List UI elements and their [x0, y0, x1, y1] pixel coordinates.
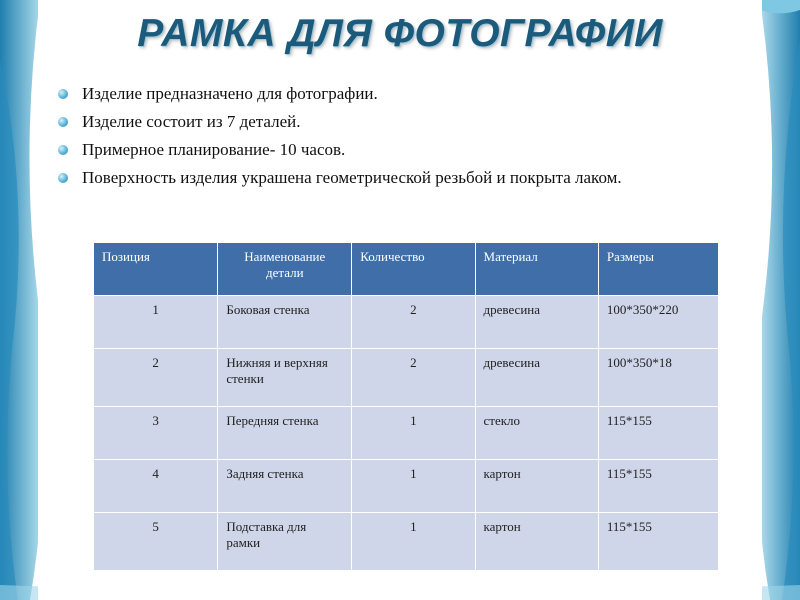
cell-position: 1: [94, 296, 218, 349]
cell-position: 5: [94, 513, 218, 571]
round-bullet-icon: [58, 145, 68, 155]
cell-dimensions: 115*155: [598, 513, 718, 571]
slide: [38, 0, 762, 600]
cell-dimensions: 115*155: [598, 460, 718, 513]
table-row: [94, 296, 719, 349]
cell-position: 4: [94, 460, 218, 513]
header-material: Материал: [475, 243, 598, 296]
bullet-list: [54, 80, 622, 192]
cell-material: картон: [475, 513, 598, 571]
cell-dimensions: 100*350*220: [598, 296, 718, 349]
cell-part-name: Подставка для рамки: [218, 513, 352, 571]
round-bullet-icon: [58, 173, 68, 183]
parts-table: [93, 242, 719, 571]
cell-part-name: Боковая стенка: [218, 296, 352, 349]
header-position: Позиция: [94, 243, 218, 296]
cell-material: древесина: [475, 296, 598, 349]
slide-title: РАМКА ДЛЯ ФОТОГРАФИИ: [137, 12, 663, 55]
cell-part-name: Нижняя и верхняя стенки: [218, 349, 352, 407]
bullet-item: Примерное планирование- 10 часов.: [54, 136, 622, 164]
round-bullet-icon: [58, 117, 68, 127]
table-row: [94, 460, 719, 513]
table-row: [94, 407, 719, 460]
cell-quantity: 2: [352, 296, 475, 349]
round-bullet-icon: [58, 89, 68, 99]
cell-position: 2: [94, 349, 218, 407]
cell-material: древесина: [475, 349, 598, 407]
cell-part-name: Задняя стенка: [218, 460, 352, 513]
cell-quantity: 2: [352, 349, 475, 407]
cell-material: стекло: [475, 407, 598, 460]
table-header-row: [94, 243, 719, 296]
cell-part-name: Передняя стенка: [218, 407, 352, 460]
table-row: [94, 513, 719, 571]
cell-quantity: 1: [352, 407, 475, 460]
header-dimensions: Размеры: [598, 243, 718, 296]
cell-dimensions: 100*350*18: [598, 349, 718, 407]
table-row: [94, 349, 719, 407]
header-part-name: Наименование детали: [218, 243, 352, 296]
bullet-item: Изделие состоит из 7 деталей.: [54, 108, 622, 136]
cell-quantity: 1: [352, 513, 475, 571]
cell-position: 3: [94, 407, 218, 460]
bullet-item: Изделие предназначено для фотографии.: [54, 80, 622, 108]
cell-quantity: 1: [352, 460, 475, 513]
header-quantity: Количество: [352, 243, 475, 296]
cell-material: картон: [475, 460, 598, 513]
cell-dimensions: 115*155: [598, 407, 718, 460]
bullet-item: Поверхность изделия украшена геометрической резьбой и покрыта лаком.: [54, 164, 622, 192]
